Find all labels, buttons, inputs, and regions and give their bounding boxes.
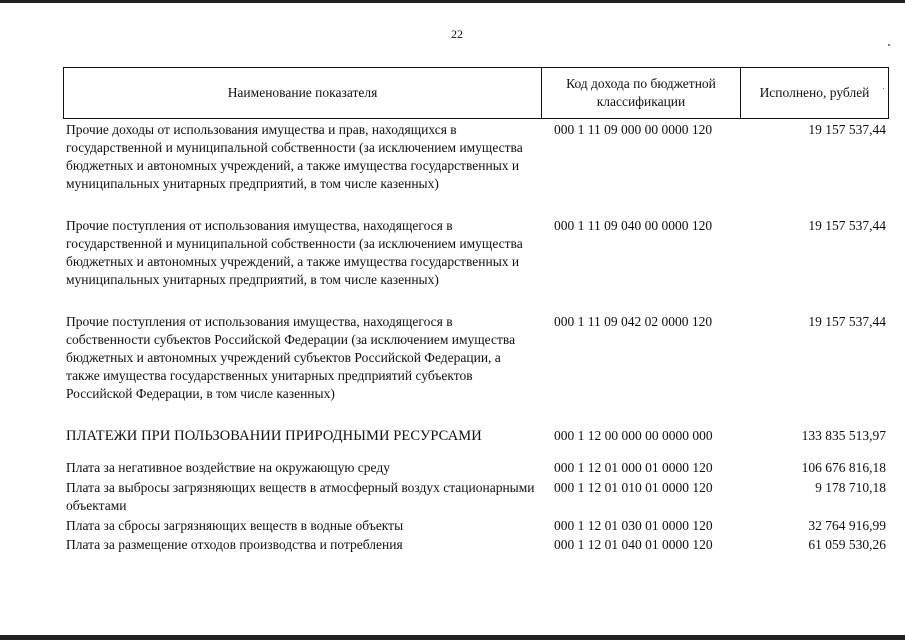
row-amount: 9 178 710,18 (815, 480, 886, 495)
row-name: Плата за выбросы загрязняющих веществ в атмосферный воздух стационарными объектами (66, 480, 535, 513)
row-name: Плата за негативное воздействие на окружающую среду (66, 460, 390, 475)
table-row (63, 517, 889, 536)
table-row (63, 536, 889, 555)
row-amount: 19 157 537,44 (808, 218, 886, 233)
row-name: Прочие поступления от использования имущества, находящегося в собственности субъектов Российской Федерации (за исключением имущества бюджетных и автономных учреждений субъектов Российской Федерации, а также имущества государственных унитарных предприятий субъектов Российской Федерации, в том числе казенных) (66, 314, 516, 401)
table-header (63, 67, 889, 119)
row-name: Прочие поступления от использования имущества, находящегося в государственной и муниципальной собственности (за исключением имущества бюджетных и автономных учреждений, а также имущества государственных и муниципальных унитарных предприятий, в том числе казенных) (66, 218, 523, 287)
row-code: 000 1 11 09 000 00 0000 120 (554, 122, 713, 137)
table-row-section (63, 427, 889, 459)
row-name: Прочие доходы от использования имущества и прав, находящихся в государственной и муниципальной собственности (за исключением имущества бюджетных и автономных учреждений, а также имущества государственных и муниципальных унитарных предприятий, в том числе казенных) (66, 122, 523, 191)
table-row (63, 217, 889, 313)
row-code: 000 1 12 01 040 01 0000 120 (554, 537, 713, 552)
row-code: 000 1 12 01 000 01 0000 120 (554, 460, 713, 475)
row-code: 000 1 11 09 042 02 0000 120 (554, 314, 713, 329)
table-row (63, 313, 889, 427)
header-name-column: Наименование показателя (64, 68, 542, 118)
table-row (63, 459, 889, 479)
scan-speck (888, 44, 890, 46)
row-code: 000 1 12 00 000 00 0000 000 (554, 428, 713, 443)
row-amount: 133 835 513,97 (801, 428, 886, 443)
row-code: 000 1 11 09 040 00 0000 120 (554, 218, 713, 233)
table-body (63, 121, 889, 555)
row-amount: 106 676 816,18 (801, 460, 886, 475)
bottom-scan-border (0, 635, 905, 640)
row-name: Плата за сбросы загрязняющих веществ в водные объекты (66, 518, 404, 533)
row-name: Плата за размещение отходов производства и потребления (66, 537, 403, 552)
row-code: 000 1 12 01 030 01 0000 120 (554, 518, 713, 533)
header-amount-column: Исполнено, рублей (759, 85, 870, 100)
row-amount: 32 764 916,99 (808, 518, 886, 533)
header-code-column: Код дохода по бюджетной классификации (542, 68, 741, 118)
row-name: ПЛАТЕЖИ ПРИ ПОЛЬЗОВАНИИ ПРИРОДНЫМИ РЕСУРСАМИ (66, 428, 482, 444)
top-scan-border (0, 0, 905, 3)
page-number: 22 (451, 27, 463, 41)
row-amount: 61 059 530,26 (808, 537, 886, 552)
table-row (63, 479, 889, 517)
row-code: 000 1 12 01 010 01 0000 120 (554, 480, 713, 495)
row-amount: 19 157 537,44 (808, 122, 886, 137)
table-row (63, 121, 889, 217)
row-amount: 19 157 537,44 (808, 314, 886, 329)
